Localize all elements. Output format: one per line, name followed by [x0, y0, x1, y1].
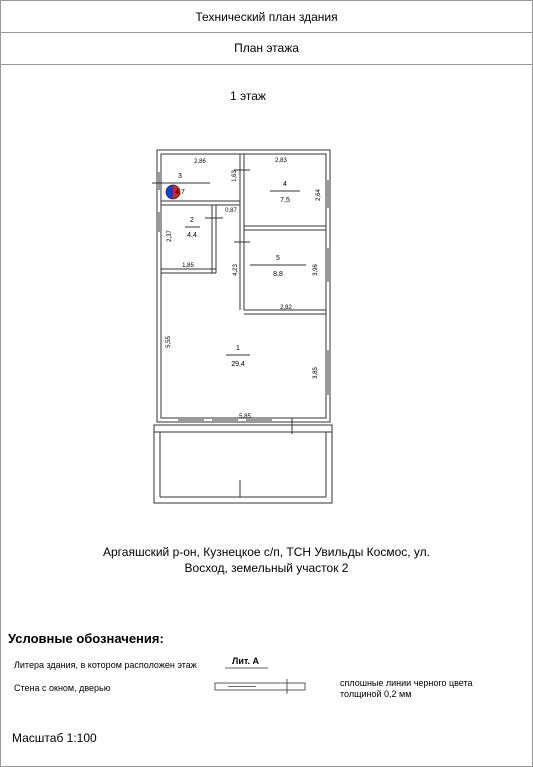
- dimension-label: 0,87: [225, 208, 237, 214]
- dimension-label: 5,55: [166, 336, 172, 348]
- dimension-label: 4,23: [233, 264, 239, 276]
- room-area: 4,4: [187, 232, 197, 239]
- room-area: 29,4: [231, 361, 245, 368]
- room-number: 5: [276, 255, 280, 262]
- dimension-label: 2,83: [275, 158, 287, 164]
- legend-item-litera: Литера здания, в котором расположен этаж: [14, 660, 197, 670]
- room-area: 8,8: [273, 271, 283, 278]
- room-number: 2: [190, 217, 194, 224]
- plan-title: План этажа: [234, 41, 299, 55]
- legend-note-line-1: сплошные линии черного цвета: [340, 678, 473, 688]
- floor-label: 1 этаж: [230, 89, 266, 103]
- dimension-label: 2,37: [167, 230, 173, 242]
- wall-with-window-symbol: [215, 679, 305, 694]
- dimension-label: 1,85: [182, 263, 194, 269]
- legend-title: Условные обозначения:: [8, 631, 164, 646]
- legend-item-wall: Стена с окном, дверью: [14, 683, 111, 693]
- scale-label: Масштаб 1:100: [12, 731, 97, 745]
- room-number: 3: [178, 173, 182, 180]
- room-area: 4,7: [175, 189, 185, 196]
- legend-lit-label: Лит. А: [232, 656, 259, 666]
- address-line-2: Восход, земельный участок 2: [184, 561, 349, 575]
- legend-note-line-2: толщиной 0,2 мм: [340, 689, 412, 699]
- address-line-1: Аргаяшский р-он, Кузнецкое с/п, ТСН Увильды Космос, ул.: [102, 545, 431, 559]
- terrace-outline: [154, 425, 332, 503]
- dimension-label: 1,63: [232, 170, 238, 182]
- room-area: 7,5: [280, 197, 290, 204]
- dimension-label: 2,82: [280, 305, 292, 311]
- dimension-label: 3,85: [313, 367, 319, 379]
- room-number: 4: [283, 181, 287, 188]
- dimension-label: 2,86: [194, 159, 206, 165]
- dimension-label: 2,64: [316, 189, 322, 201]
- room-number: 1: [236, 345, 240, 352]
- dimension-label: 3,96: [313, 264, 319, 276]
- document-title: Технический план здания: [195, 10, 338, 24]
- dimension-label: 5,85: [239, 414, 251, 420]
